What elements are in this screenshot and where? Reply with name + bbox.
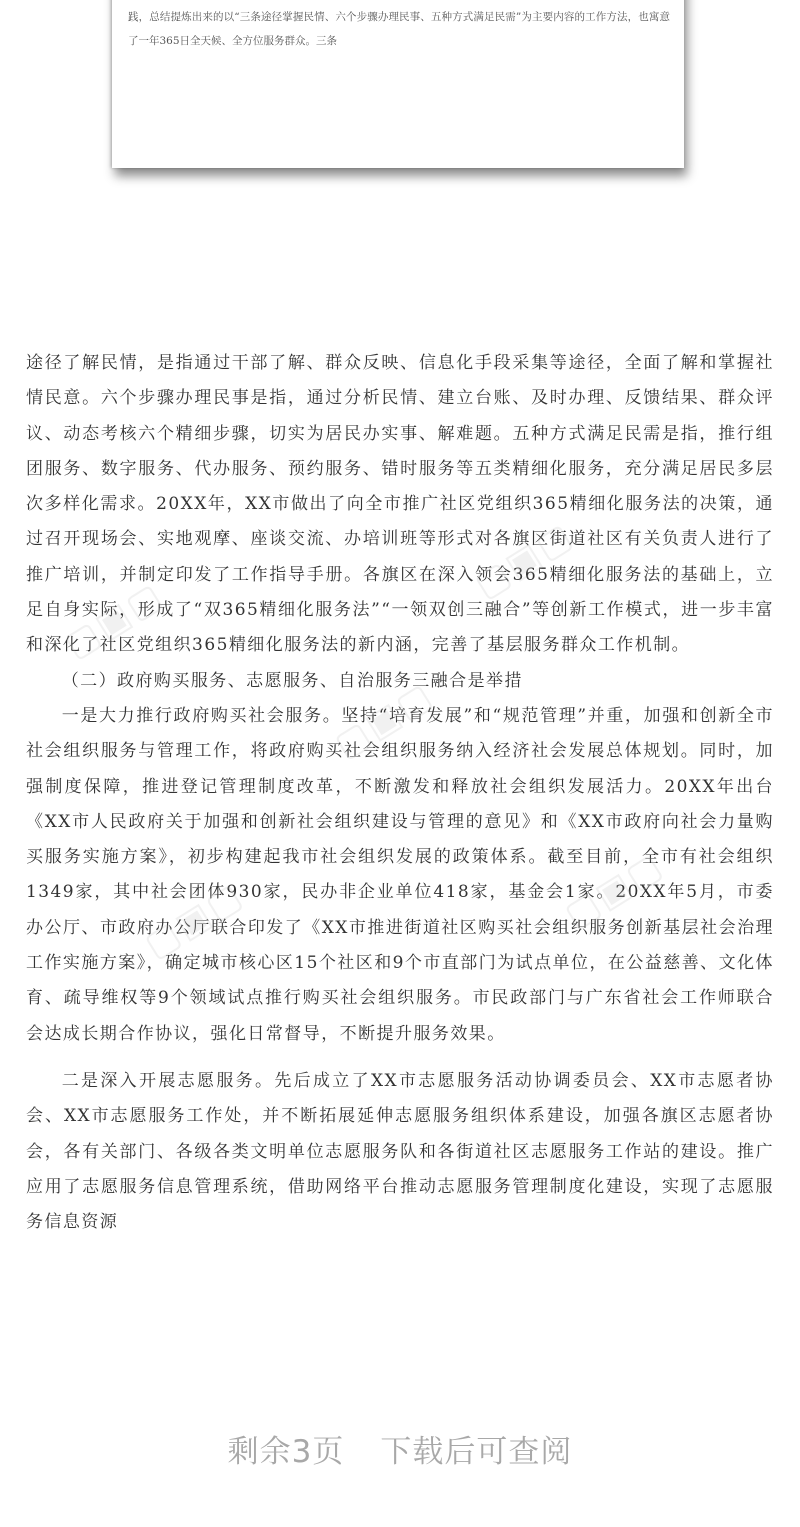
download-prompt [0,1426,800,1471]
watermark-mark: ▢▣▢ [557,844,671,937]
document-preview-card [112,0,684,168]
document-body [26,346,774,1240]
watermark-mark: ▢▣▢ [57,574,171,667]
remaining-pages-label: 剩余3页 [227,1434,345,1470]
preview-paragraph: 践，总结提炼出来的以“三条途径掌握民情、六个步骤办理民事、五种方式满足民需”为主要内容的工作方法，也寓意了一年365日全天候、全方位服务群众。三条 [128,10,670,47]
body-paragraph-2: 一是大力推行政府购买社会服务。坚持“培育发展”和“规范管理”并重，加强和创新全市社会组织服务与管理工作，将政府购买社会组织服务纳入经济社会发展总体规划。同时，加强制度保障，推进登记管理制度改革，不断激发和释放社会组织发展活力。20XX年出台《XX市人民政府关于加强和创新社会组织建设与管理的意见》和《XX市政府向社会力量购买服务实施方案》，初步构建起我市社会组织发展的政策体系。截至目前，全市有社会组织1349家，其中社会团体930家，民办非企业单位418家，基金会1家。20XX年5月，市委办公厅、市政府办公厅联合印发了《XX市推进街道社区购买社会组织服务创新基层社会治理工作实施方案》，确定城市核心区15个社区和9个市直部门为试点单位，在公益慈善、文化体育、疏导维权等9个领域试点推行购买社会组织服务。市民政部门与广东省社会工作师联合会达成长期合作协议，强化日常督导，不断提升服务效果。 [26,705,774,1044]
paragraph-gap [26,1052,774,1064]
watermark-mark: ▢▣▢ [327,674,441,767]
watermark-mark: ▢▣▢ [467,514,581,607]
download-to-view-link[interactable]: 下载后可查阅 [380,1434,573,1470]
section-heading: （二）政府购买服务、志愿服务、自治服务三融合是举措 [61,670,523,691]
watermark-mark: ▢▣▢ [137,874,251,967]
body-paragraph-3: 二是深入开展志愿服务。先后成立了XX市志愿服务活动协调委员会、XX市志愿者协会、XX市志愿服务工作处，并不断拓展延伸志愿服务组织体系建设，加强各旗区志愿者协会，各有关部门、各级各类文明单位志愿服务队和各街道社区志愿服务工作站的建设。推广应用了志愿服务信息管理系统，借助网络平台推动志愿服务管理制度化建设，实现了志愿服务信息资源 [26,1070,774,1233]
body-paragraph-1: 途径了解民情，是指通过干部了解、群众反映、信息化手段采集等途径，全面了解和掌握社情民意。六个步骤办理民事是指，通过分析民情、建立台账、及时办理、反馈结果、群众评议、动态考核六个精细步骤，切实为居民办实事、解难题。五种方式满足民需是指，推行组团服务、数字服务、代办服务、预约服务、错时服务等五类精细化服务，充分满足居民多层次多样化需求。20XX年，XX市做出了向全市推广社区党组织365精细化服务法的决策，通过召开现场会、实地观摩、座谈交流、办培训班等形式对各旗区街道社区有关负责人进行了推广培训，并制定印发了工作指导手册。各旗区在深入领会365精细化服务法的基础上，立足自身实际，形成了“双365精细化服务法”“一领双创三融合”等创新工作模式，进一步丰富和深化了社区党组织365精细化服务法的新内涵，完善了基层服务群众工作机制。 [26,353,774,656]
